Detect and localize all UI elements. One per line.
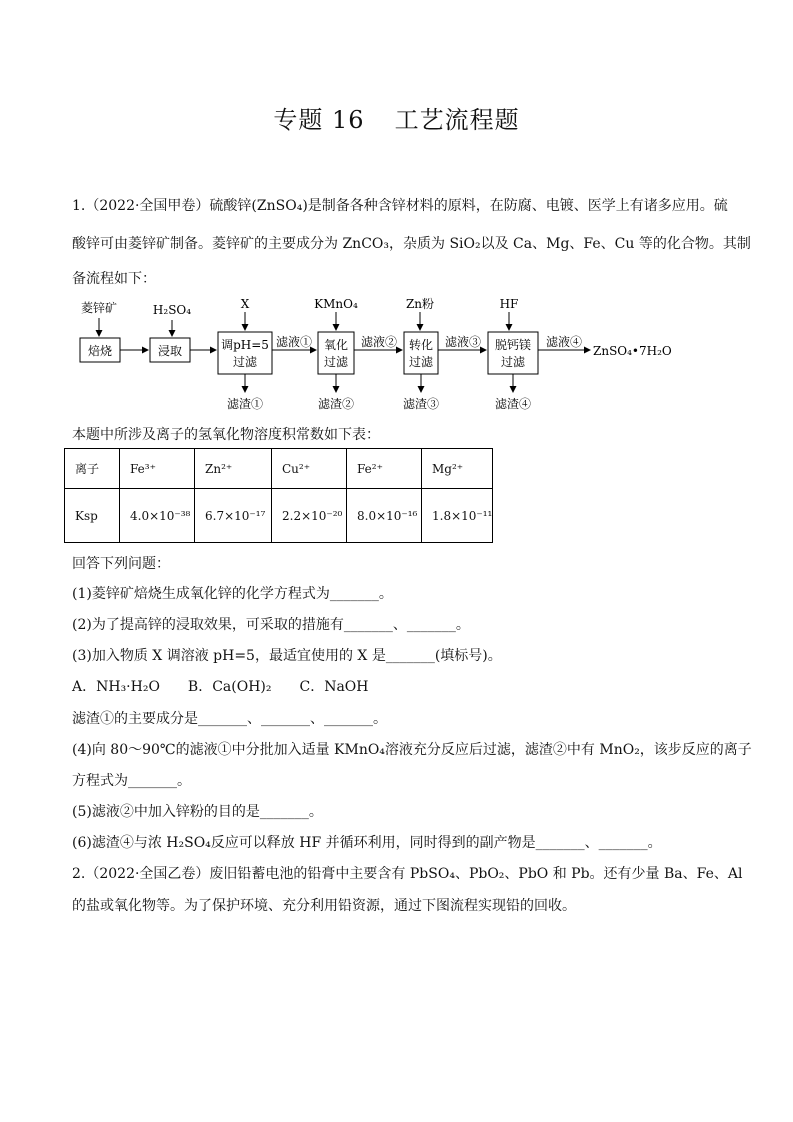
answer-intro: 回答下列问题：: [72, 556, 170, 572]
svg-text:氧化: 氧化: [323, 338, 349, 352]
question-3: (3)加入物质 X 调溶液 pH=5，最适宜使用的 X 是_______(填标号)。: [72, 648, 502, 664]
residue-3: 滤渣③: [402, 397, 440, 411]
svg-text:浸取: 浸取: [157, 344, 183, 358]
product: ZnSO₄•7H₂O: [593, 344, 672, 358]
filtrate-1: 滤液①: [275, 335, 313, 349]
svg-text:调pH=5: 调pH=5: [221, 338, 269, 352]
q1-line2: 酸锌可由菱锌矿制备。菱锌矿的主要成分为 ZnCO₃，杂质为 SiO₂以及 Ca、Mg、Fe、Cu 等的化合物。其制: [72, 236, 751, 252]
label-kmno4: KMnO₄: [314, 297, 358, 311]
table-intro: 本题中所涉及离子的氢氧化物溶度积常数如下表：: [72, 427, 380, 443]
label-h2so4: H₂SO₄: [152, 303, 192, 317]
q1-line1: 1.（2022·全国甲卷）硫酸锌(ZnSO₄)是制备各种含锌材料的原料，在防腐、电镀、医学上有诸多应用。硫: [72, 198, 728, 214]
svg-text:过滤: 过滤: [323, 355, 349, 369]
cell-ksp: Ksp: [65, 489, 120, 543]
cell-ksp-zn2: 6.7×10⁻¹⁷: [195, 489, 272, 543]
question-3-residue: 滤渣①的主要成分是_______、_______、_______。: [72, 711, 387, 727]
cell-fe2: Fe²⁺: [347, 449, 422, 489]
residue-4: 滤渣④: [494, 397, 532, 411]
svg-text:过滤: 过滤: [232, 355, 258, 369]
svg-text:过滤: 过滤: [408, 355, 434, 369]
label-zn: Zn粉: [405, 297, 435, 311]
label-ore: 菱锌矿: [80, 301, 118, 315]
svg-text:过滤: 过滤: [500, 355, 526, 369]
question-5: (5)滤液②中加入锌粉的目的是_______。: [72, 804, 323, 820]
cell-cu2: Cu²⁺: [272, 449, 347, 489]
cell-fe3: Fe³⁺: [120, 449, 195, 489]
question-4a: (4)向 80～90℃的滤液①中分批加入适量 KMnO₄溶液充分反应后过滤，滤渣②中有 MnO₂，该步反应的离子: [72, 742, 752, 758]
q1-line3: 备流程如下：: [72, 271, 156, 287]
title-main: 专题 16: [273, 106, 365, 134]
cell-ksp-fe2: 8.0×10⁻¹⁶: [347, 489, 422, 543]
question-1: (1)菱锌矿焙烧生成氧化锌的化学方程式为_______。: [72, 586, 393, 602]
page-title: [0, 100, 793, 135]
svg-text:转化: 转化: [408, 338, 434, 352]
process-flowchart: [74, 294, 694, 416]
cell-mg2: Mg²⁺: [422, 449, 493, 489]
q2-line1: 2.（2022·全国乙卷）废旧铅蓄电池的铅膏中主要含有 PbSO₄、PbO₂、PbO 和 Pb。还有少量 Ba、Fe、Al: [72, 866, 743, 882]
cell-ksp-fe3: 4.0×10⁻³⁸: [120, 489, 195, 543]
cell-ksp-mg2: 1.8×10⁻¹¹: [422, 489, 493, 543]
question-3-options: A．NH₃·H₂O B．Ca(OH)₂ C．NaOH: [72, 679, 369, 695]
ksp-table: [64, 448, 493, 543]
label-hf: HF: [499, 297, 519, 311]
question-6: (6)滤渣④与浓 H₂SO₄反应可以释放 HF 并循环利用，同时得到的副产物是_______、_______。: [72, 835, 662, 851]
svg-text:焙烧: 焙烧: [87, 344, 113, 358]
question-2: (2)为了提高锌的浸取效果，可采取的措施有_______、_______。: [72, 617, 470, 633]
cell-ksp-cu2: 2.2×10⁻²⁰: [272, 489, 347, 543]
label-x: X: [240, 297, 250, 311]
question-4b: 方程式为_______。: [72, 773, 191, 789]
residue-1: 滤渣①: [226, 397, 264, 411]
title-sub: 工艺流程题: [394, 106, 520, 134]
cell-header-ion: 离子: [65, 449, 120, 489]
svg-text:脱钙镁: 脱钙镁: [494, 338, 532, 352]
filtrate-2: 滤液②: [360, 335, 398, 349]
cell-zn2: Zn²⁺: [195, 449, 272, 489]
residue-2: 滤渣②: [317, 397, 355, 411]
filtrate-4: 滤液④: [545, 335, 583, 349]
q2-line2: 的盐或氧化物等。为了保护环境、充分利用铅资源，通过下图流程实现铅的回收。: [72, 898, 576, 914]
filtrate-3: 滤液③: [444, 335, 482, 349]
